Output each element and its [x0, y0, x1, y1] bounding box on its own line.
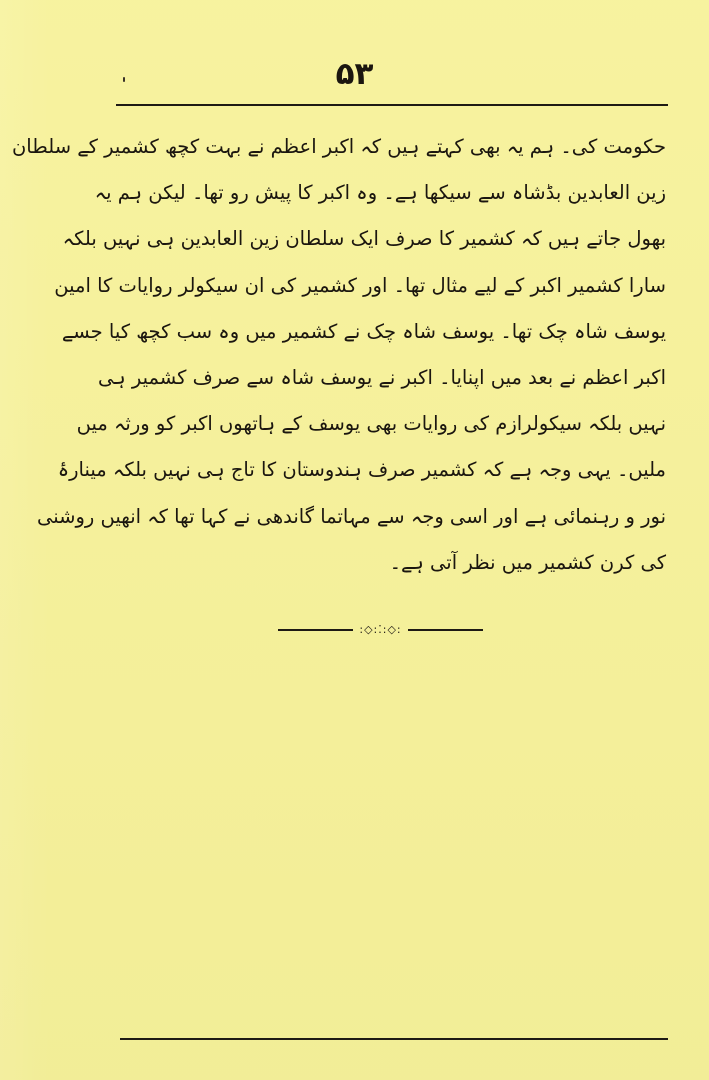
text-line-last: کی کرن کشمیر میں نظر آتی ہے۔: [389, 550, 666, 574]
footer-rule: [120, 1038, 668, 1040]
text-line: اکبر اعظم نے بعد میں اپنایا۔ اکبر نے یوسف شاہ سے صرف کشمیر ہی: [97, 365, 666, 389]
page-number: ۵۳: [335, 56, 374, 92]
text-line: نور و رہنمائی ہے اور اسی وجہ سے مہاتما گاندھی نے کہا تھا کہ انھیں روشنی: [36, 504, 666, 528]
body-text: [11, 124, 666, 586]
ornament-bar-right: [408, 629, 483, 631]
header-rule: [116, 104, 668, 106]
section-ornament: [278, 620, 483, 640]
ornament-bar-left: [278, 629, 353, 631]
text-line: ملیں۔ یہی وجہ ہے کہ کشمیر صرف ہندوستان کا تاج ہی نہیں بلکہ مینارۂ: [57, 458, 666, 482]
text-line: نہیں بلکہ سیکولرازم کی روایات بھی یوسف کے ہاتھوں اکبر کو ورثہ میں: [76, 412, 666, 436]
ornament-glyphs: :◇:⁚:◇:: [359, 623, 402, 636]
text-line: یوسف شاہ چک تھا۔ یوسف شاہ چک نے کشمیر میں وہ سب کچھ کیا جسے: [61, 319, 666, 343]
text-line: بھول جاتے ہیں کہ کشمیر کا صرف ایک سلطان زین العابدین ہی نہیں بلکہ: [62, 227, 666, 251]
text-line: سارا کشمیر اکبر کے لیے مثال تھا۔ اور کشمیر کی ان سیکولر روایات کا امین: [54, 273, 666, 297]
text-line: زین العابدین بڈشاہ سے سیکھا ہے۔ وہ اکبر کا پیش رو تھا۔ لیکن ہم یہ: [94, 181, 666, 205]
text-line: حکومت کی۔ ہم یہ بھی کہتے ہیں کہ اکبر اعظم نے بہت کچھ کشمیر کے سلطان: [11, 135, 666, 158]
